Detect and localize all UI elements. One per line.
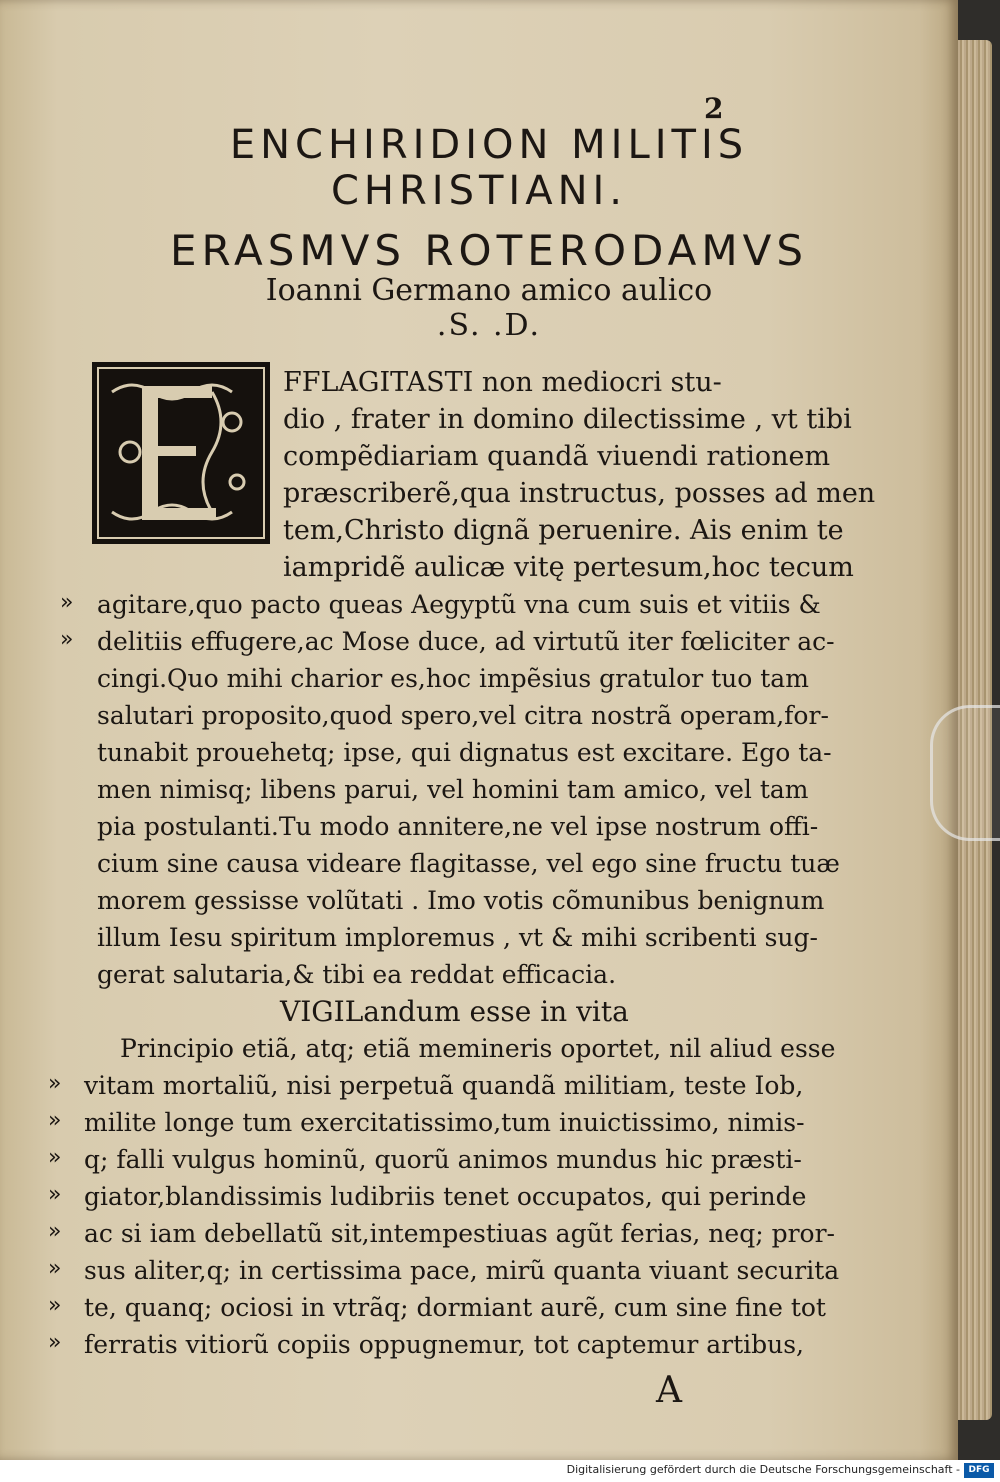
body-line-2: dio , frater in domino dilectissime , vt tibi [283, 404, 852, 435]
body-line-18: Principio etiã, atq; etiã memineris oportet, nil aliud esse [120, 1034, 836, 1063]
body-line-17: gerat salutaria,& tibi ea reddat efficacia. [97, 960, 617, 989]
title-line-2: CHRISTIANI. [330, 168, 627, 214]
margin-marker: » [48, 1293, 62, 1318]
addressee-line: Ioanni Germano amico aulico [265, 273, 713, 308]
margin-marker: » [48, 1256, 62, 1281]
body-line-1: FFLAGITASTI non mediocri stu- [283, 367, 722, 398]
body-line-26: ferratis vitiorũ copiis oppugnemur, tot captemur artibus, [84, 1330, 804, 1359]
title-line-1: ENCHIRIDION MILITIS [229, 122, 749, 168]
body-line-25: te, quanq; ociosi in vtrãq; dormiant aurẽ, cum sine fine tot [84, 1293, 826, 1322]
funding-notice: Digitalisierung gefördert durch die Deutsche Forschungsgemeinschaft - [566, 1463, 960, 1476]
body-line-3: compẽdiariam quandã viuendi rationem [283, 441, 831, 472]
body-line-24: sus aliter,q; in certissima pace, mirũ quanta viuant securita [84, 1256, 840, 1285]
section-heading: VIGILandum esse in vita [280, 995, 629, 1028]
body-line-13: pia postulanti.Tu modo annitere,ne vel ipse nostrum offi- [97, 812, 819, 841]
body-line-12: men nimisq; libens parui, vel homini tam amico, vel tam [97, 775, 809, 804]
margin-marker: » [48, 1108, 62, 1133]
body-line-20: milite longe tum exercitatissimo,tum inuictissimo, nimis- [84, 1108, 805, 1137]
body-line-5: tem,Christo dignã peruenire. Ais enim te [283, 515, 844, 546]
footer-bar [0, 1460, 1000, 1482]
body-line-10: salutari proposito,quod spero,vel citra nostrã operam,for- [97, 701, 829, 730]
margin-marker: » [48, 1219, 62, 1244]
body-line-11: tunabit prouehetq; ipse, qui dignatus est excitare. Ego ta- [97, 738, 832, 767]
page-clip [930, 705, 1000, 841]
salutation-line: .S. .D. [436, 308, 542, 343]
body-line-7: agitare,quo pacto queas Aegyptũ vna cum suis et vitiis & [97, 590, 821, 619]
body-line-16: illum Iesu spiritum imploremus , vt & mihi scribenti sug- [97, 923, 818, 952]
margin-marker: » [48, 1071, 62, 1096]
decorated-initial-e [92, 362, 270, 544]
body-line-23: ac si iam debellatũ sit,intempestiuas agũt ferias, neq; pror- [84, 1219, 835, 1248]
body-line-4: præscriberẽ,qua instructus, posses ad men [283, 478, 876, 509]
body-line-15: morem gessisse volũtati . Imo votis cõmunibus benignum [97, 886, 825, 915]
margin-marker: » [48, 1330, 62, 1355]
body-line-8: delitiis effugere,ac Mose duce, ad virtutũ iter fœliciter ac- [97, 627, 835, 656]
body-line-9: cingi.Quo mihi charior es,hoc impẽsius gratulor tuo tam [97, 664, 809, 693]
body-line-6: iampridẽ aulicæ vitę pertesum,hoc tecum [283, 552, 854, 583]
folio-number: 2 [704, 92, 724, 125]
margin-marker: » [60, 590, 74, 615]
margin-marker: » [48, 1182, 62, 1207]
body-line-22: giator,blandissimis ludibriis tenet occupatos, qui perinde [84, 1182, 807, 1211]
body-line-19: vitam mortaliũ, nisi perpetuã quandã militiam, teste Iob, [84, 1071, 804, 1100]
signature-mark: A [656, 1370, 682, 1411]
author-heading: ERASMVS ROTERODAMVS [169, 226, 809, 275]
margin-marker: » [48, 1145, 62, 1170]
dfg-logo-icon: DFG [964, 1463, 994, 1478]
body-line-21: q; falli vulgus hominũ, quorũ animos mundus hic præsti- [84, 1145, 802, 1174]
margin-marker: » [60, 627, 74, 652]
body-line-14: cium sine causa videare flagitasse, vel ego sine fructu tuæ [97, 849, 840, 878]
decorated-initial-image [92, 362, 270, 544]
